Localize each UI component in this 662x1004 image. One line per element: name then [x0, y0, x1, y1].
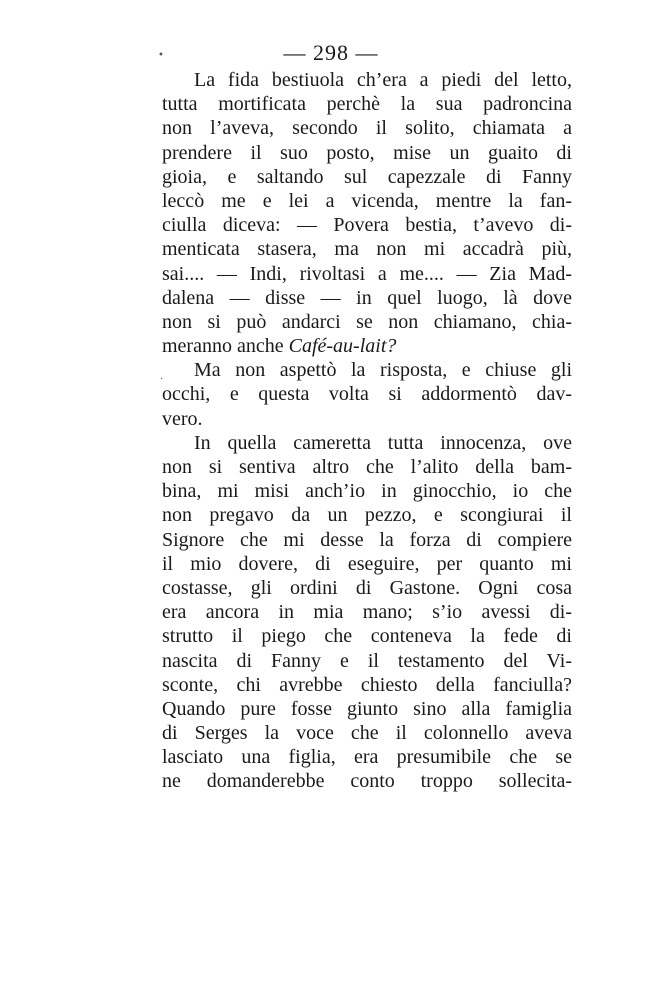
- text-line: lasciato una figlia, era presumibile che se: [162, 746, 572, 769]
- text-line: bina, mi misi anch’io in ginocchio, io che: [162, 480, 572, 503]
- text-line: strutto il piego che conteneva la fede di: [162, 625, 572, 648]
- text-line: dalena — disse — in quel luogo, là dove: [162, 286, 572, 309]
- italic-phrase: Café-au-lait?: [288, 335, 397, 358]
- text-line: ne domanderebbe conto troppo sollecita-: [162, 770, 572, 793]
- text-line: La fida bestiuola ch’era a piedi del letto,: [194, 69, 572, 91]
- text-line: costasse, gli ordini di Gastone. Ogni cosa: [162, 576, 572, 599]
- text-fragment: meranno anche: [162, 335, 289, 358]
- text-line: nascita di Fanny e il testamento del Vi-: [162, 649, 572, 672]
- text-line: non si sentiva altro che l’alito della bam-: [162, 456, 572, 478]
- text-line: di Serges la voce che il colonnello aveva: [162, 722, 572, 745]
- text-line: tutta mortificata perchè la sua padroncina: [162, 93, 572, 116]
- text-line: occhi, e questa volta si addormentò dav-: [162, 383, 572, 406]
- text-line: prendere il suo posto, mise un guaito di: [162, 141, 572, 164]
- text-line: vero.: [162, 407, 203, 430]
- text-line: Quando pure fosse giunto sino alla famiglia: [162, 697, 572, 720]
- print-speck: •: [158, 50, 164, 61]
- text-line: era ancora in mia mano; s’io avessi di-: [162, 601, 572, 624]
- text-line: [162, 334, 572, 358]
- text-line: Signore che mi desse la forza di compiere: [162, 528, 572, 551]
- print-speck: ·: [160, 374, 164, 385]
- page-number: — 298 —: [283, 40, 379, 65]
- text-line: leccò me e lei a vicenda, mentre la fan-: [162, 189, 572, 212]
- text-line: non l’aveva, secondo il solito, chiamata a: [162, 117, 572, 140]
- text-line: menticata stasera, ma non mi accadrà più,: [162, 238, 572, 261]
- text-line: il mio dovere, di eseguire, per quanto mi: [162, 552, 572, 575]
- text-line: non si può andarci se non chiamano, chia-: [162, 310, 572, 333]
- text-line: gioia, e saltando sul capezzale di Fanny: [162, 165, 572, 188]
- text-line: In quella cameretta tutta innocenza, ove: [194, 431, 572, 454]
- text-line: non pregavo da un pezzo, e scongiurai il: [162, 504, 572, 527]
- body-text: [162, 68, 572, 794]
- text-line: sconte, chi avrebbe chiesto della fanciulla?: [162, 673, 572, 696]
- text-line: sai.... — Indi, rivoltasi a me.... — Zia Mad-: [162, 262, 572, 285]
- text-line: ciulla diceva: — Povera bestia, t’avevo di-: [162, 214, 572, 237]
- text-line: Ma non aspettò la risposta, e chiuse gli: [194, 359, 572, 382]
